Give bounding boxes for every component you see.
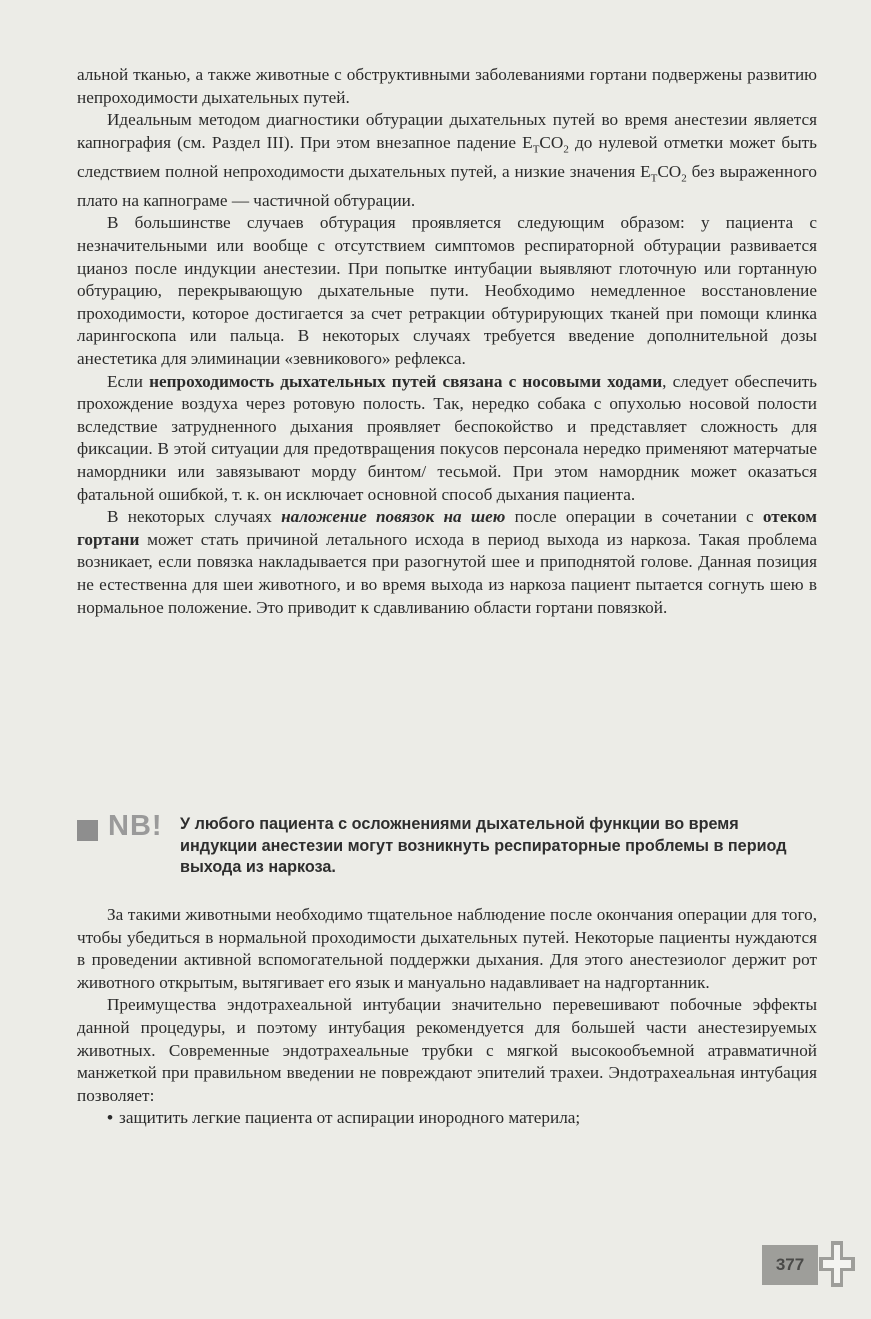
text-run: до нулевой отметки может быть следствием полной непроходимости дыхательных путей, а низкие значения E xyxy=(77,132,817,181)
paragraph xyxy=(77,371,817,507)
list-item xyxy=(77,1107,817,1130)
text-run: В большинстве случаев обтурация проявляется следующим образом: у пациента с незначительными или вообще с отсутствием симптомов респираторной обтурации развивается цианоз после индукции анестезии. При попытке интубации выявляют глоточную или гортанную обтурацию, перекрывающую дыхательные пути. Необходимо немедленное восстановление проходимости, которое достигается за счет ретракции обтурирующих тканей при помощи клинка ларингоскопа или пальца. В некоторых случаях требуется введение дополнительной дозы анестетика для элиминации «зевникового» рефлекса. xyxy=(77,213,817,368)
emphasis-text: непроходимость дыхательных путей связана с носовыми ходами xyxy=(149,371,663,391)
text-run: CO xyxy=(539,132,564,152)
text-run: CO xyxy=(657,161,682,181)
paragraph xyxy=(77,506,817,619)
paragraph xyxy=(77,904,817,994)
text-run: без выраженного плато на капнограме — частичной обтурации. xyxy=(77,161,817,210)
list-item-text: защитить легкие пациента от аспирации инородного материла; xyxy=(119,1108,581,1128)
emphasis-text: отеком гортани xyxy=(77,507,818,549)
subscript: 2 xyxy=(563,143,569,156)
text-run: Преимущества эндотрахеальной интубации значительно перевешивают побочные эффекты данной процедуры, и поэтому интубация рекомендуется для большей части анестезируемых животных. Современные эндотрахеальные трубки с мягкой высокообъемной атравматичной манжеткой при правильном введении не повреждают эпителий трахеи. Эндотрахеальная интубация позволяет: xyxy=(77,995,817,1105)
text-run: Идеальным методом диагностики обтурации дыхательных путей во время анестезии является капнография (см. Раздел III). При этом внезапное падение E xyxy=(77,110,817,152)
nb-callout xyxy=(77,810,817,882)
text-run: может стать причиной летального исхода в период выхода из наркоза. Такая проблема возникает, если повязка накладывается при разогнутой шее и приподнятой голове. Данная позиция не естественна для шеи животного, и во время выхода из наркоза пациент пытается согнуть шею в нормальное положение. Это приводит к сдавливанию области гортани повязкой. xyxy=(77,529,817,617)
nb-label: NB! xyxy=(108,810,163,842)
subscript: T xyxy=(532,143,540,156)
nb-square-icon xyxy=(77,820,98,841)
subscript: 2 xyxy=(681,172,687,185)
page-number: 377 xyxy=(762,1245,818,1285)
text-run: В некоторых случаях xyxy=(107,507,282,527)
text-run: За такими животными необходимо тщательное наблюдение после окончания операции для того, чтобы убедиться в нормальной проходимости дыхательных путей. Некоторые пациенты нуждаются в проведении активной вспомогательной поддержки дыхания. Для этого анестезиолог держит рот животного открытым, вытягивает его язык и мануально надавливает на надгортанник. xyxy=(77,905,817,992)
body-text-bottom xyxy=(77,904,817,1130)
text-run: , следует обеспечить прохождение воздуха через ротовую полость. Так, нередко собака с опухолью носовой полости вследствие затрудненного дыхания проявляет беспокойство и представляет сложность для фиксации. В этой ситуации для предотвращения покусов персонала нередко применяют матерчатые намордники или завязывают морду бинтом/ тесьмой. При этом намордник может оказаться фатальной ошибкой, т. к. он исключает основной способ дыхания пациента. xyxy=(77,371,817,504)
paragraph xyxy=(77,994,817,1107)
paragraph xyxy=(77,109,817,212)
nb-text: У любого пациента с осложнениями дыхательной функции во время индукции анестезии могут возникнуть респираторные проблемы в период выхода из наркоза. xyxy=(180,815,787,876)
text-run: альной тканью, а также животные с обструктивными заболеваниями гортани подвержены развитию непроходимости дыхательных путей. xyxy=(77,65,817,107)
bullet-list xyxy=(77,1107,817,1130)
text-run: после операции в сочетании с xyxy=(505,507,763,527)
body-text-top xyxy=(77,64,817,619)
paragraph xyxy=(77,212,817,370)
text-run: Если xyxy=(107,371,150,391)
cross-icon xyxy=(818,1239,856,1289)
subscript: T xyxy=(650,172,658,185)
paragraph xyxy=(77,64,817,109)
bullet-icon: • xyxy=(107,1108,114,1128)
emphasis-text: наложение повязок на шею xyxy=(281,507,506,527)
